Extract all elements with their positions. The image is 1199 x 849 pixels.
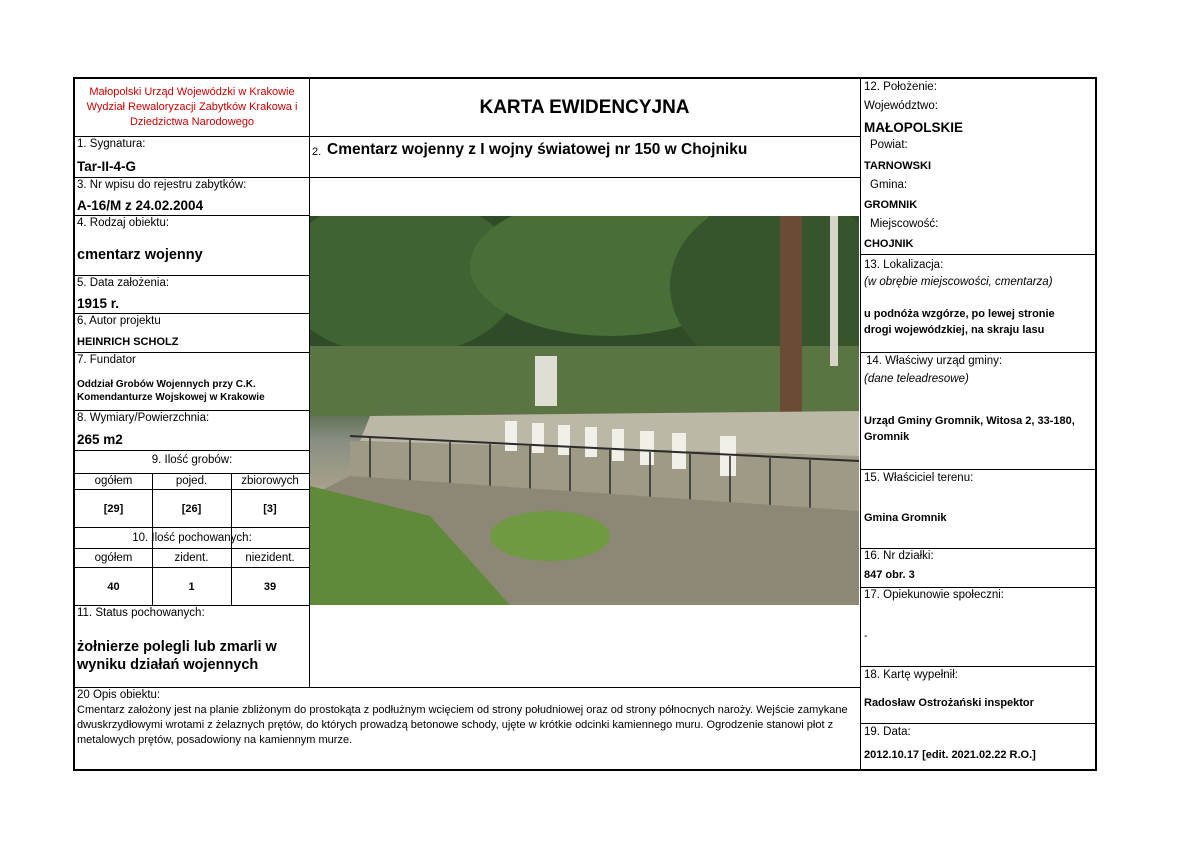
date-value: 2012.10.17 [edit. 2021.02.22 R.O.] — [864, 749, 1036, 761]
dimensions-label: 8. Wymiary/Powierzchnia: — [77, 412, 210, 424]
voivodeship-value: MAŁOPOLSKIE — [864, 120, 964, 135]
localization-hint: (w obrębie miejscowości, cmentarza) — [864, 276, 1053, 288]
buried-status-label: 11. Status pochowanych: — [77, 607, 205, 619]
object-name-number: 2. — [312, 146, 322, 158]
founder-line-1: Oddział Grobów Wojennych przy C.K. — [77, 379, 256, 390]
institution-line-1: Małopolski Urząd Wojewódzki w Krakowie — [89, 86, 295, 98]
filled-by-value: Radosław Ostrożański inspektor — [864, 697, 1034, 709]
buried-header-identified: zident. — [174, 552, 209, 564]
graves-total: [29] — [103, 503, 124, 515]
date-label: 19. Data: — [864, 726, 911, 738]
municipal-office-label: 14. Właściwy urząd gminy: — [866, 355, 1003, 367]
buried-status-line-1: żołnierze polegli lub zmarli w — [77, 639, 277, 655]
localization-label: 13. Lokalizacja: — [864, 259, 944, 271]
cemetery-photo — [310, 216, 859, 605]
object-name: Cmentarz wojenny z I wojny światowej nr 150 w Chojniku — [327, 141, 748, 158]
object-type-value: cmentarz wojenny — [77, 247, 203, 263]
founder-label: 7. Fundator — [77, 354, 136, 366]
land-owner-label: 15. Właściciel terenu: — [864, 472, 974, 484]
municipal-office-line-2: Gromnik — [864, 431, 910, 443]
author-label: 6, Autor projektu — [77, 315, 161, 327]
county-label: Powiat: — [870, 139, 908, 151]
municipal-office-hint: (dane teleadresowe) — [864, 373, 969, 385]
localization-line-1: u podnóża wzgórze, po lewej stronie — [864, 308, 1055, 320]
localization-line-2: drogi wojewódzkiej, na skraju lasu — [864, 324, 1045, 336]
description-text: Cmentarz założony jest na planie zbliżonym do prostokąta z podłużnym wcięciem od strony południowej oraz od strony północnych naroży. Wejście zamykane dwuskrzydłowymi wrotami z żelaznych prętów, do których prowadzą betonowe schody, ujęte w krótkie odcinki kamiennego muru. Ogrodzenie stanowi płot z metalowych prętów, posadowiony na kamiennym murze. — [77, 704, 848, 746]
founding-date-value: 1915 r. — [77, 296, 120, 311]
register-label: 3. Nr wpisu do rejestru zabytków: — [77, 179, 247, 191]
founding-date-label: 5. Data założenia: — [77, 277, 170, 289]
commune-value: GROMNIK — [864, 199, 918, 211]
object-type-label: 4. Rodzaj obiektu: — [77, 217, 170, 229]
buried-status-line-2: wyniku działań wojennych — [77, 657, 259, 673]
buried-header-total: ogółem — [94, 552, 133, 564]
graves-collective: [3] — [263, 503, 277, 515]
cemetery-photo-graphic — [310, 216, 859, 605]
page-title: KARTA EWIDENCYJNA — [479, 97, 690, 118]
locality-value: CHOJNIK — [864, 238, 914, 250]
graves-header-single: pojed. — [175, 475, 208, 487]
location-label: 12. Położenie: — [864, 81, 937, 93]
land-owner-value: Gmina Gromnik — [864, 512, 947, 524]
buried-total: 40 — [107, 581, 120, 593]
buried-count-label: 10. Ilość pochowanych: — [132, 532, 252, 544]
buried-unidentified: 39 — [263, 581, 277, 593]
buried-identified: 1 — [188, 581, 195, 593]
municipal-office-line-1: Urząd Gminy Gromnik, Witosa 2, 33-180, — [864, 415, 1075, 427]
author-value: HEINRICH SCHOLZ — [77, 336, 179, 348]
commune-label: Gmina: — [870, 179, 908, 191]
filled-by-label: 18. Kartę wypełnił: — [864, 669, 958, 681]
plot-number-value: 847 obr. 3 — [864, 569, 915, 581]
institution-line-3: Dziedzictwa Narodowego — [129, 116, 255, 128]
locality-label: Miejscowość: — [870, 218, 939, 230]
institution-line-2: Wydział Rewaloryzacji Zabytków Krakowa i — [86, 101, 298, 113]
register-value: A-16/M z 24.02.2004 — [77, 198, 204, 213]
caretakers-label: 17. Opiekunowie społeczni: — [864, 589, 1004, 601]
buried-header-unidentified: niezident. — [245, 552, 295, 564]
graves-header-collective: zbiorowych — [241, 475, 299, 487]
plot-number-label: 16. Nr działki: — [864, 550, 934, 562]
graves-single: [26] — [181, 503, 202, 515]
voivodeship-label: Województwo: — [864, 100, 938, 112]
record-card — [73, 77, 1097, 771]
dimensions-value: 265 m2 — [77, 432, 123, 447]
county-value: TARNOWSKI — [864, 160, 932, 172]
graves-header-total: ogółem — [94, 475, 133, 487]
signature-value: Tar-II-4-G — [77, 159, 137, 174]
caretakers-value: - — [864, 630, 868, 642]
graves-count-label: 9. Ilość grobów: — [151, 454, 233, 466]
description-label: 20 Opis obiektu: — [77, 689, 161, 701]
founder-line-2: Komendanturze Wojskowej w Krakowie — [77, 392, 265, 403]
signature-label: 1. Sygnatura: — [77, 138, 146, 150]
